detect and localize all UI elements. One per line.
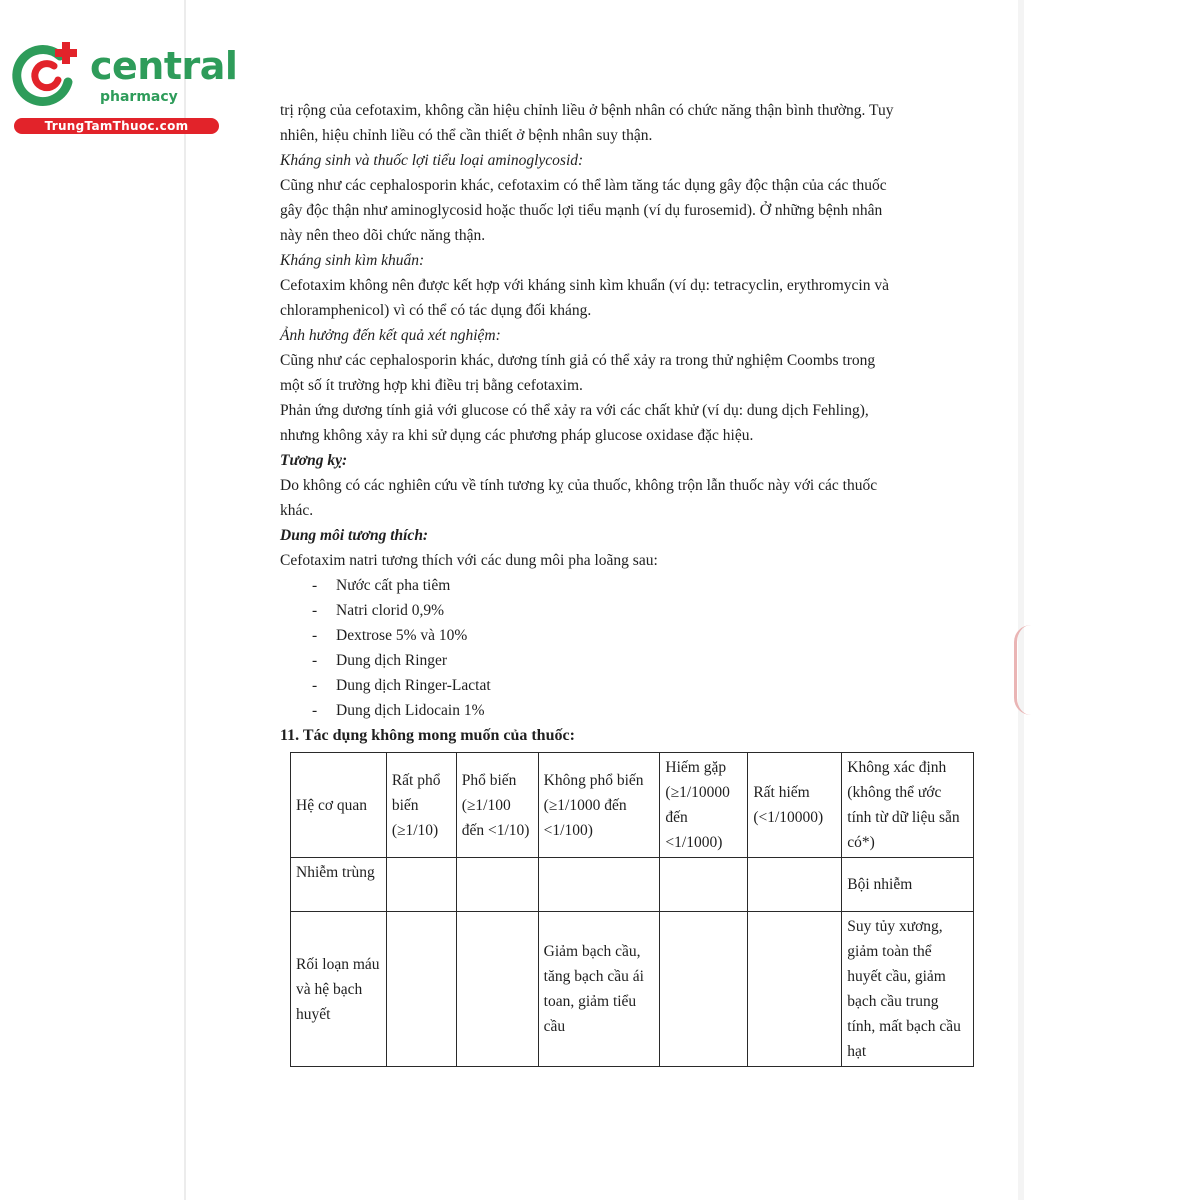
subheading: Dung môi tương thích: xyxy=(280,527,429,544)
list-item-label: Nước cất pha tiêm xyxy=(336,577,451,594)
table-cell xyxy=(456,912,538,1067)
list-item xyxy=(280,698,952,723)
table-cell xyxy=(660,912,748,1067)
table-cell xyxy=(748,912,842,1067)
table-cell: Suy tủy xương, giảm toàn thể huyết cầu, giảm bạch cầu trung tính, mất bạch cầu hạt xyxy=(842,912,974,1067)
adverse-effects-table xyxy=(290,752,974,1067)
paragraph-line: Do không có các nghiên cứu về tính tương kỵ của thuốc, không trộn lẫn thuốc này với các thuốc xyxy=(280,477,878,494)
central-pharmacy-logo[interactable] xyxy=(10,38,238,138)
paragraph-line: nhưng không xảy ra khi sử dụng các phương pháp glucose oxidase đặc hiệu. xyxy=(280,427,754,444)
list-dash: - xyxy=(312,577,318,594)
table-header-cell: Rất hiếm (<1/10000) xyxy=(748,753,842,858)
section-title: 11. Tác dụng không mong muốn của thuốc: xyxy=(280,727,575,744)
list-item-label: Dung dịch Ringer-Lactat xyxy=(336,677,491,694)
list-item xyxy=(280,673,952,698)
table-header-cell: Phổ biến (≥1/100 đến <1/10) xyxy=(456,753,538,858)
table-cell: Bội nhiễm xyxy=(842,858,974,912)
table-cell xyxy=(456,858,538,912)
subheading: Ảnh hưởng đến kết quả xét nghiệm: xyxy=(280,327,501,344)
table-cell: Rối loạn máu và hệ bạch huyết xyxy=(291,912,387,1067)
paragraph-line: khác. xyxy=(280,502,314,519)
subheading: Tương kỵ: xyxy=(280,452,348,469)
table-header-cell: Không xác định (không thể ước tính từ dữ liệu sẵn có*) xyxy=(842,753,974,858)
paragraph-line: chloramphenicol) vì có thể có tác dụng đối kháng. xyxy=(280,302,592,319)
paragraph-line: gây độc thận như aminoglycosid hoặc thuốc lợi tiểu mạnh (ví dụ furosemid). Ở những bệnh nhân xyxy=(280,202,883,219)
list-dash: - xyxy=(312,702,318,719)
paragraph-line: một số ít trường hợp khi điều trị bằng cefotaxim. xyxy=(280,377,583,394)
table-cell xyxy=(538,858,660,912)
stamp-mark xyxy=(1014,625,1031,715)
list-item xyxy=(280,623,952,648)
table-cell xyxy=(386,858,456,912)
table-header-row xyxy=(291,753,974,858)
subheading: Kháng sinh và thuốc lợi tiểu loại aminoglycosid: xyxy=(280,152,584,169)
scan-edge xyxy=(184,0,186,1200)
paragraph-line: Cũng như các cephalosporin khác, dương tính giả có thể xảy ra trong thử nghiệm Coombs trong xyxy=(280,352,876,369)
list-item-label: Dextrose 5% và 10% xyxy=(336,627,468,644)
list-dash: - xyxy=(312,602,318,619)
table-header-cell: Hiếm gặp (≥1/10000 đến <1/1000) xyxy=(660,753,748,858)
paragraph-line: Cũng như các cephalosporin khác, cefotaxim có thể làm tăng tác dụng gây độc thận của các thuốc xyxy=(280,177,887,194)
table-row xyxy=(291,858,974,912)
paragraph-line: Phản ứng dương tính giả với glucose có thể xảy ra với các chất khử (ví dụ: dung dịch Fehling), xyxy=(280,402,869,419)
paragraph-line: Cefotaxim natri tương thích với các dung môi pha loãng sau: xyxy=(280,552,658,569)
table-cell: Nhiễm trùng xyxy=(291,858,387,912)
scan-edge xyxy=(1018,0,1024,1200)
table-cell xyxy=(748,858,842,912)
paragraph-line: nhiên, hiệu chỉnh liều có thể cần thiết ở bệnh nhân suy thận. xyxy=(280,127,653,144)
logo-site-banner: TrungTamThuoc.com xyxy=(14,118,219,134)
list-item-label: Dung dịch Lidocain 1% xyxy=(336,702,485,719)
table-header-cell: Hệ cơ quan xyxy=(291,753,387,858)
paragraph-line: Cefotaxim không nên được kết hợp với kháng sinh kìm khuẩn (ví dụ: tetracyclin, erythromycin và xyxy=(280,277,889,294)
table-cell: Giảm bạch cầu, tăng bạch cầu ái toan, giảm tiểu cầu xyxy=(538,912,660,1067)
table-cell xyxy=(660,858,748,912)
table-row xyxy=(291,912,974,1067)
pharmacy-logo-icon xyxy=(10,38,82,110)
logo-wordmark: central xyxy=(90,44,238,88)
paragraph-line: trị rộng của cefotaxim, không cần hiệu chỉnh liều ở bệnh nhân có chức năng thận bình thường. Tuy xyxy=(280,102,894,119)
list-item-label: Dung dịch Ringer xyxy=(336,652,448,669)
document-body xyxy=(280,98,952,748)
list-item-label: Natri clorid 0,9% xyxy=(336,602,445,619)
list-dash: - xyxy=(312,652,318,669)
list-item xyxy=(280,598,952,623)
logo-subtitle: pharmacy xyxy=(100,89,178,105)
list-item xyxy=(280,648,952,673)
list-dash: - xyxy=(312,677,318,694)
table-header-cell: Rất phổ biến (≥1/10) xyxy=(386,753,456,858)
subheading: Kháng sinh kìm khuẩn: xyxy=(280,252,425,269)
list-dash: - xyxy=(312,627,318,644)
table-cell xyxy=(386,912,456,1067)
list-item xyxy=(280,573,952,598)
table-header-cell: Không phổ biến (≥1/1000 đến <1/100) xyxy=(538,753,660,858)
paragraph-line: này nên theo dõi chức năng thận. xyxy=(280,227,486,244)
